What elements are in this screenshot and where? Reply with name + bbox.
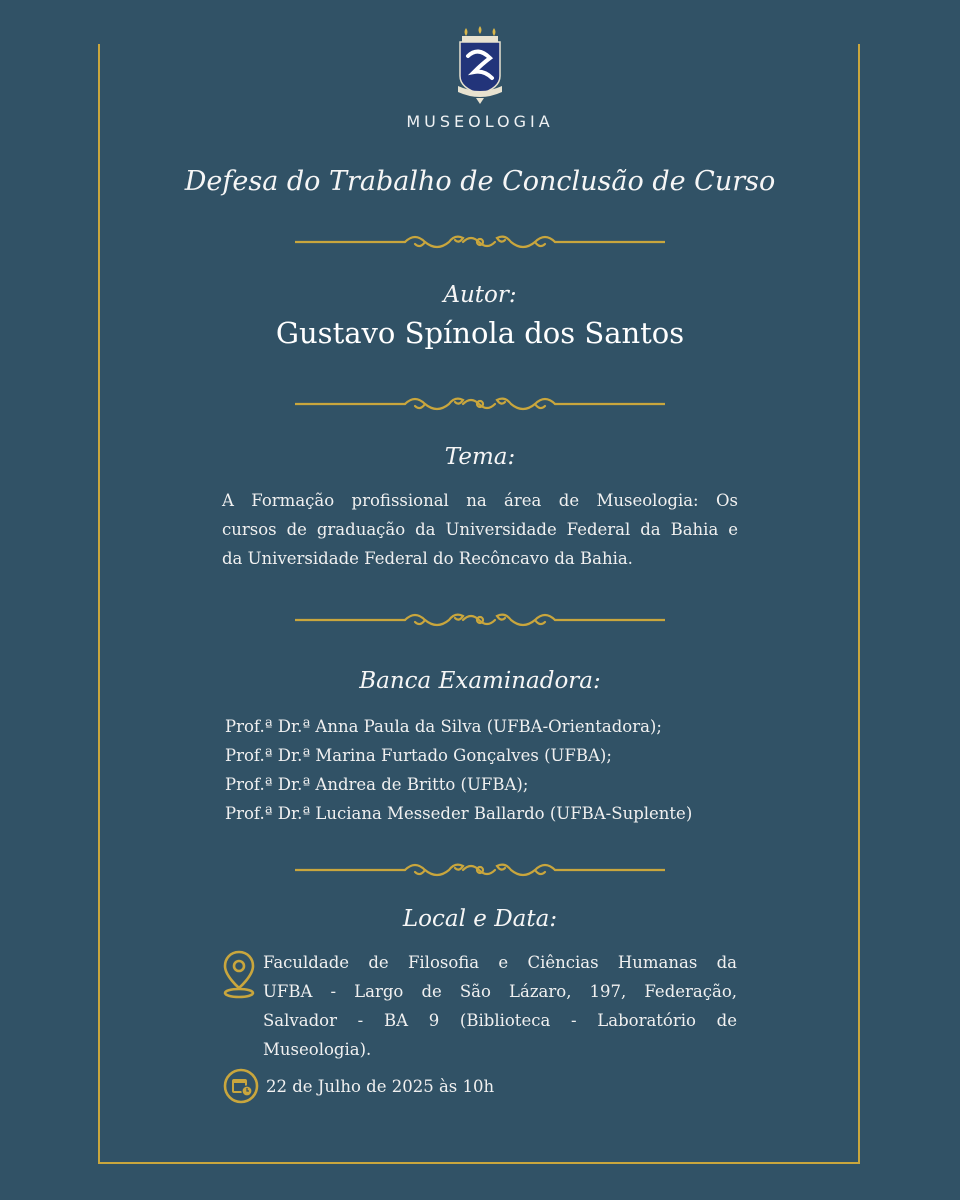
author-label: Autor: [443,282,517,308]
theme-line: cursos de graduação da Universidade Federal da Bahia e [222,520,738,539]
ornamental-divider [295,230,665,254]
ornamental-divider [295,392,665,416]
committee-member: Prof.ª Dr.ª Luciana Messeder Ballardo (UFBA-Suplente) [225,804,693,823]
address-text [263,948,737,1064]
committee-list [225,712,785,828]
committee-member: Prof.ª Dr.ª Marina Furtado Gonçalves (UFBA); [225,746,612,765]
address-line: Faculdade de Filosofia e Ciências Humanas da [263,953,737,972]
ornamental-divider [295,608,665,632]
theme-line: da Universidade Federal do Recôncavo da Bahia. [222,549,633,568]
theme-line: A Formação profissional na área de Museologia: Os [222,491,738,510]
map-pin-icon [222,948,256,1000]
address-line: UFBA - Largo de São Lázaro, 197, Federação, [263,982,737,1001]
calendar-clock-icon [223,1068,259,1104]
event-title: Defesa do Trabalho de Conclusão de Curso [184,166,776,197]
committee-member: Prof.ª Dr.ª Andrea de Britto (UFBA); [225,775,529,794]
event-date: 22 de Julho de 2025 às 10h [266,1077,495,1096]
committee-label: Banca Examinadora: [359,668,601,694]
department-name: MUSEOLOGIA [406,112,554,131]
location-label: Local e Data: [402,906,558,932]
author-name: Gustavo Spínola dos Santos [275,316,685,350]
address-line: Salvador - BA 9 (Biblioteca - Laboratório de [263,1011,737,1030]
committee-member: Prof.ª Dr.ª Anna Paula da Silva (UFBA-Orientadora); [225,717,662,736]
address-line: Museologia). [263,1040,372,1059]
university-crest-logo [456,26,504,106]
theme-text [222,486,738,573]
theme-label: Tema: [444,444,516,470]
ornamental-divider [295,858,665,882]
